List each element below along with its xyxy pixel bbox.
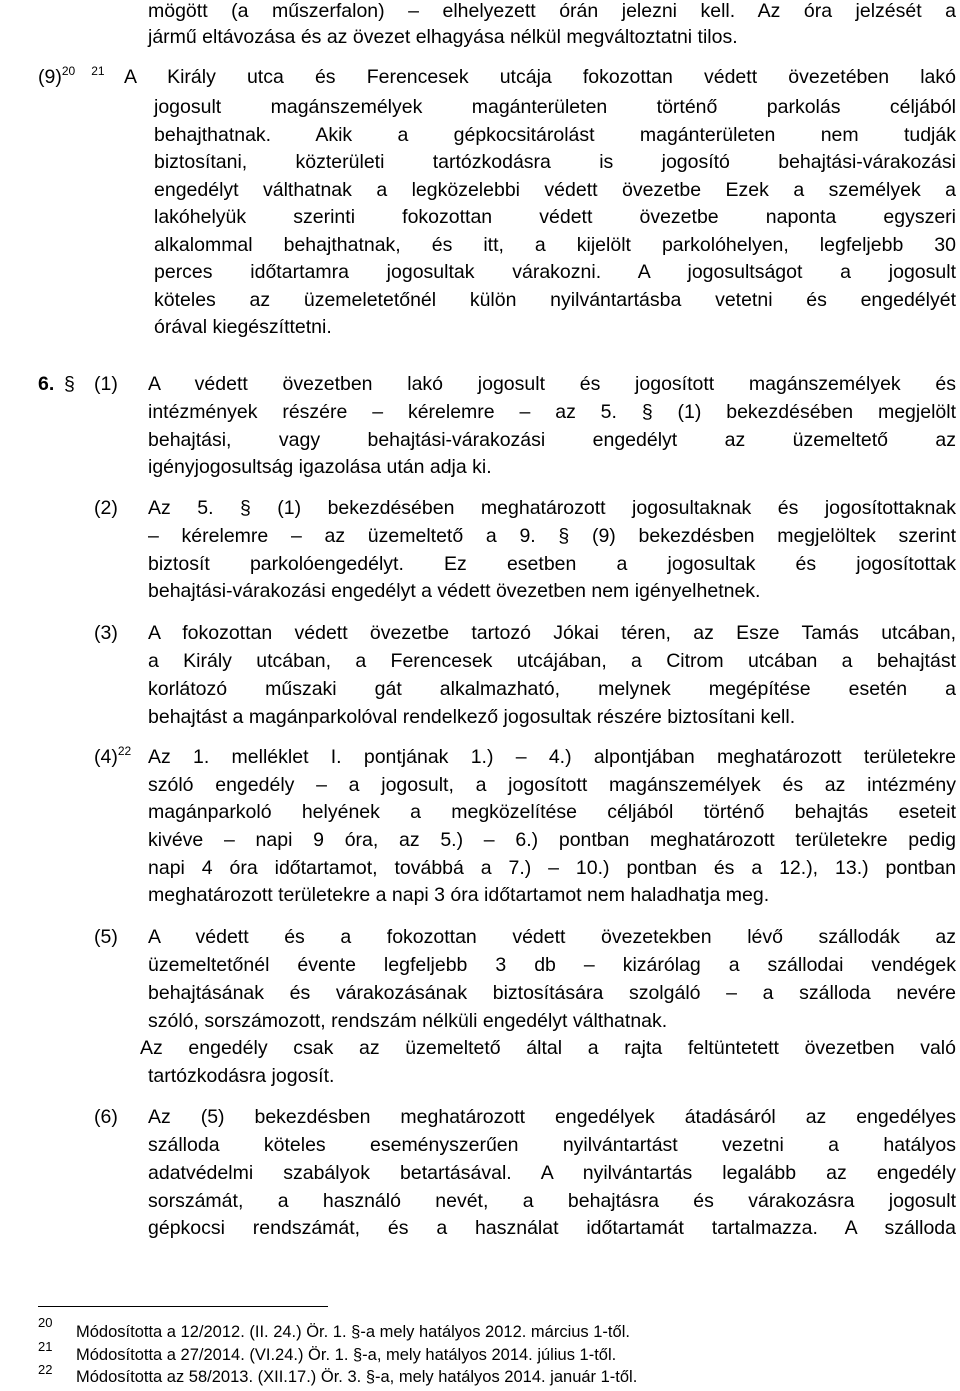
- text-line: Az 5. § (1) bekezdésében meghatározott jogosultaknak és jogosítottaknak: [148, 497, 956, 519]
- text-line: behajtási-várakozási engedélyt a védett övezetben nem igényelhetnek.: [148, 580, 761, 602]
- text-line: behajtási, vagy behajtási-várakozási engedélyt az üzemeltető az: [148, 429, 956, 451]
- text-line: órával kiegészíttetni.: [154, 316, 332, 338]
- text-line: Az 1. melléklet I. pontjának 1.) – 4.) alpontjában meghatározott területekre: [148, 746, 956, 768]
- footnote-ref[interactable]: 22: [117, 743, 132, 758]
- paragraph-label: $(9)^{20}$ $^{21}$: [38, 63, 105, 88]
- footnote-number: 20: [38, 1315, 53, 1330]
- footnote-ref[interactable]: 20: [61, 63, 76, 78]
- text-line: A védett övezetben lakó jogosult és jogosított magánszemélyek és: [148, 373, 956, 395]
- text-line: A védett és a fokozottan védett övezetekben lévő szállodák az: [148, 926, 956, 948]
- section-number: 6.: [38, 373, 55, 395]
- footnote-text: Módosította az 58/2013. (XII.17.) Ör. 3. §-a, mely hatályos 2014. január 1-től.: [76, 1368, 638, 1386]
- paragraph-label: (1): [94, 373, 118, 395]
- text-line: szóló engedély – a jogosult, a jogosított magánszemélyek és az intézmény: [148, 774, 956, 796]
- text-line: perces időtartamra jogosultak várakozni. A jogosultságot a jogosult: [154, 261, 956, 283]
- text-line: adatvédelmi szabályok betartásával. A nyilvántartás legalább az engedély: [148, 1162, 956, 1184]
- text-line: lakóhelyük szerinti fokozottan védett övezetbe naponta egyszeri: [154, 206, 956, 228]
- text-line: igényjogosultság igazolása után adja ki.: [148, 456, 492, 478]
- text-line: Az (5) bekezdésben meghatározott engedélyek átadásáról az engedélyes: [148, 1106, 956, 1128]
- text-line: szálloda köteles eseményszerűen nyilvántartást vezetni a hatályos: [148, 1134, 956, 1156]
- text-line: köteles az üzemeletetőnél külön nyilvántartásba vetetni és engedélyét: [154, 289, 956, 311]
- text-line: biztosít parkolóengedélyt. Ez esetben a jogosultak és jogosítottak: [148, 553, 956, 575]
- text-line: – kérelemre – az üzemeltető a 9. § (9) bekezdésben megjelöltek szerint: [148, 525, 956, 547]
- footnote-text: Módosította a 27/2014. (VI.24.) Ör. 1. §-a, mely hatályos 2014. július 1-től.: [76, 1346, 617, 1364]
- text-line: behajtást a magánparkolóval rendelkező jogosultak részére biztosítani kell.: [148, 706, 796, 728]
- text-line: A fokozottan védett övezetbe tartozó Jókai téren, az Esze Tamás utcában,: [148, 622, 956, 644]
- text-line: gépkocsi rendszámát, és a használat időtartamát tartalmazza. A szálloda: [148, 1217, 956, 1239]
- text-line: magánparkoló helyének a megközelítése céljából történő behajtás eseteit: [148, 801, 956, 823]
- paragraph-label: (2): [94, 497, 118, 519]
- text-line: A Király utca és Ferencesek utcája fokozottan védett övezetében lakó: [124, 66, 956, 88]
- paragraph-label: (5): [94, 926, 118, 948]
- paragraph-label: $(4)^{22}$: [94, 743, 132, 768]
- paragraph-label: (3): [94, 622, 118, 644]
- text-line: korlátozó műszaki gát alkalmazható, melynek megépítése esetén a: [148, 678, 956, 700]
- text-line: a Király utcában, a Ferencesek utcájában, a Citrom utcában a behajtást: [148, 650, 956, 672]
- footnote-ref[interactable]: 21: [91, 63, 105, 78]
- text-line: intézmények részére – kérelemre – az 5. § (1) bekezdésében megjelölt: [148, 401, 956, 423]
- paragraph-label: (6): [94, 1106, 118, 1128]
- text-line: behajthatnak. Akik a gépkocsitárolást magánterületen nem tudják: [154, 124, 956, 146]
- text-line: sorszámát, a használó nevét, a behajtásra és várakozásra jogosult: [148, 1190, 956, 1212]
- text-line: biztosítani, közterületi tartózkodásra is jogosító behajtási-várakozási: [154, 151, 956, 173]
- text-line: üzemeltetőnél évente legfeljebb 3 db – kizárólag a szállodai vendégek: [148, 954, 956, 976]
- footnote-text: Módosította a 12/2012. (II. 24.) Ör. 1. §-a mely hatályos 2012. március 1-től.: [76, 1323, 630, 1341]
- text-line: alkalommal behajthatnak, és itt, a kijelölt parkolóhelyen, legfeljebb 30: [154, 234, 956, 256]
- footnote-number: 22: [38, 1362, 53, 1377]
- text-line: szóló, sorszámozott, rendszám nélküli engedélyt válthatnak.: [148, 1010, 668, 1032]
- text-line: kivéve – napi 9 óra, az 5.) – 6.) pontban meghatározott területekre pedig: [148, 829, 956, 851]
- text-line: behajtásának és várakozásának biztosítására szolgáló – a szálloda nevére: [148, 982, 956, 1004]
- text-line: Az engedély csak az üzemeltető által a rajta feltüntetett övezetben való: [140, 1037, 956, 1059]
- text-line: jármű eltávozása és az övezet elhagyása nélkül megváltoztatni tilos.: [148, 26, 738, 48]
- text-line: meghatározott területekre a napi 3 óra időtartamot nem haladhatja meg.: [148, 884, 770, 906]
- text-line: napi 4 óra időtartamot, továbbá a 7.) – 10.) pontban és a 12.), 13.) pontban: [148, 857, 956, 879]
- text-line: engedélyt válthatnak a legközelebbi védett övezetbe Ezek a személyek a: [154, 179, 956, 201]
- text-line: mögött (a műszerfalon) – elhelyezett órán jelezni kell. Az óra jelzését a: [148, 0, 956, 22]
- text-line: jogosult magánszemélyek magánterületen történő parkolás céljából: [154, 96, 956, 118]
- text-line: tartózkodásra jogosít.: [148, 1065, 335, 1087]
- footnote-number: 21: [38, 1339, 53, 1354]
- section-symbol: §: [64, 373, 75, 395]
- footnote-separator: [38, 1306, 328, 1307]
